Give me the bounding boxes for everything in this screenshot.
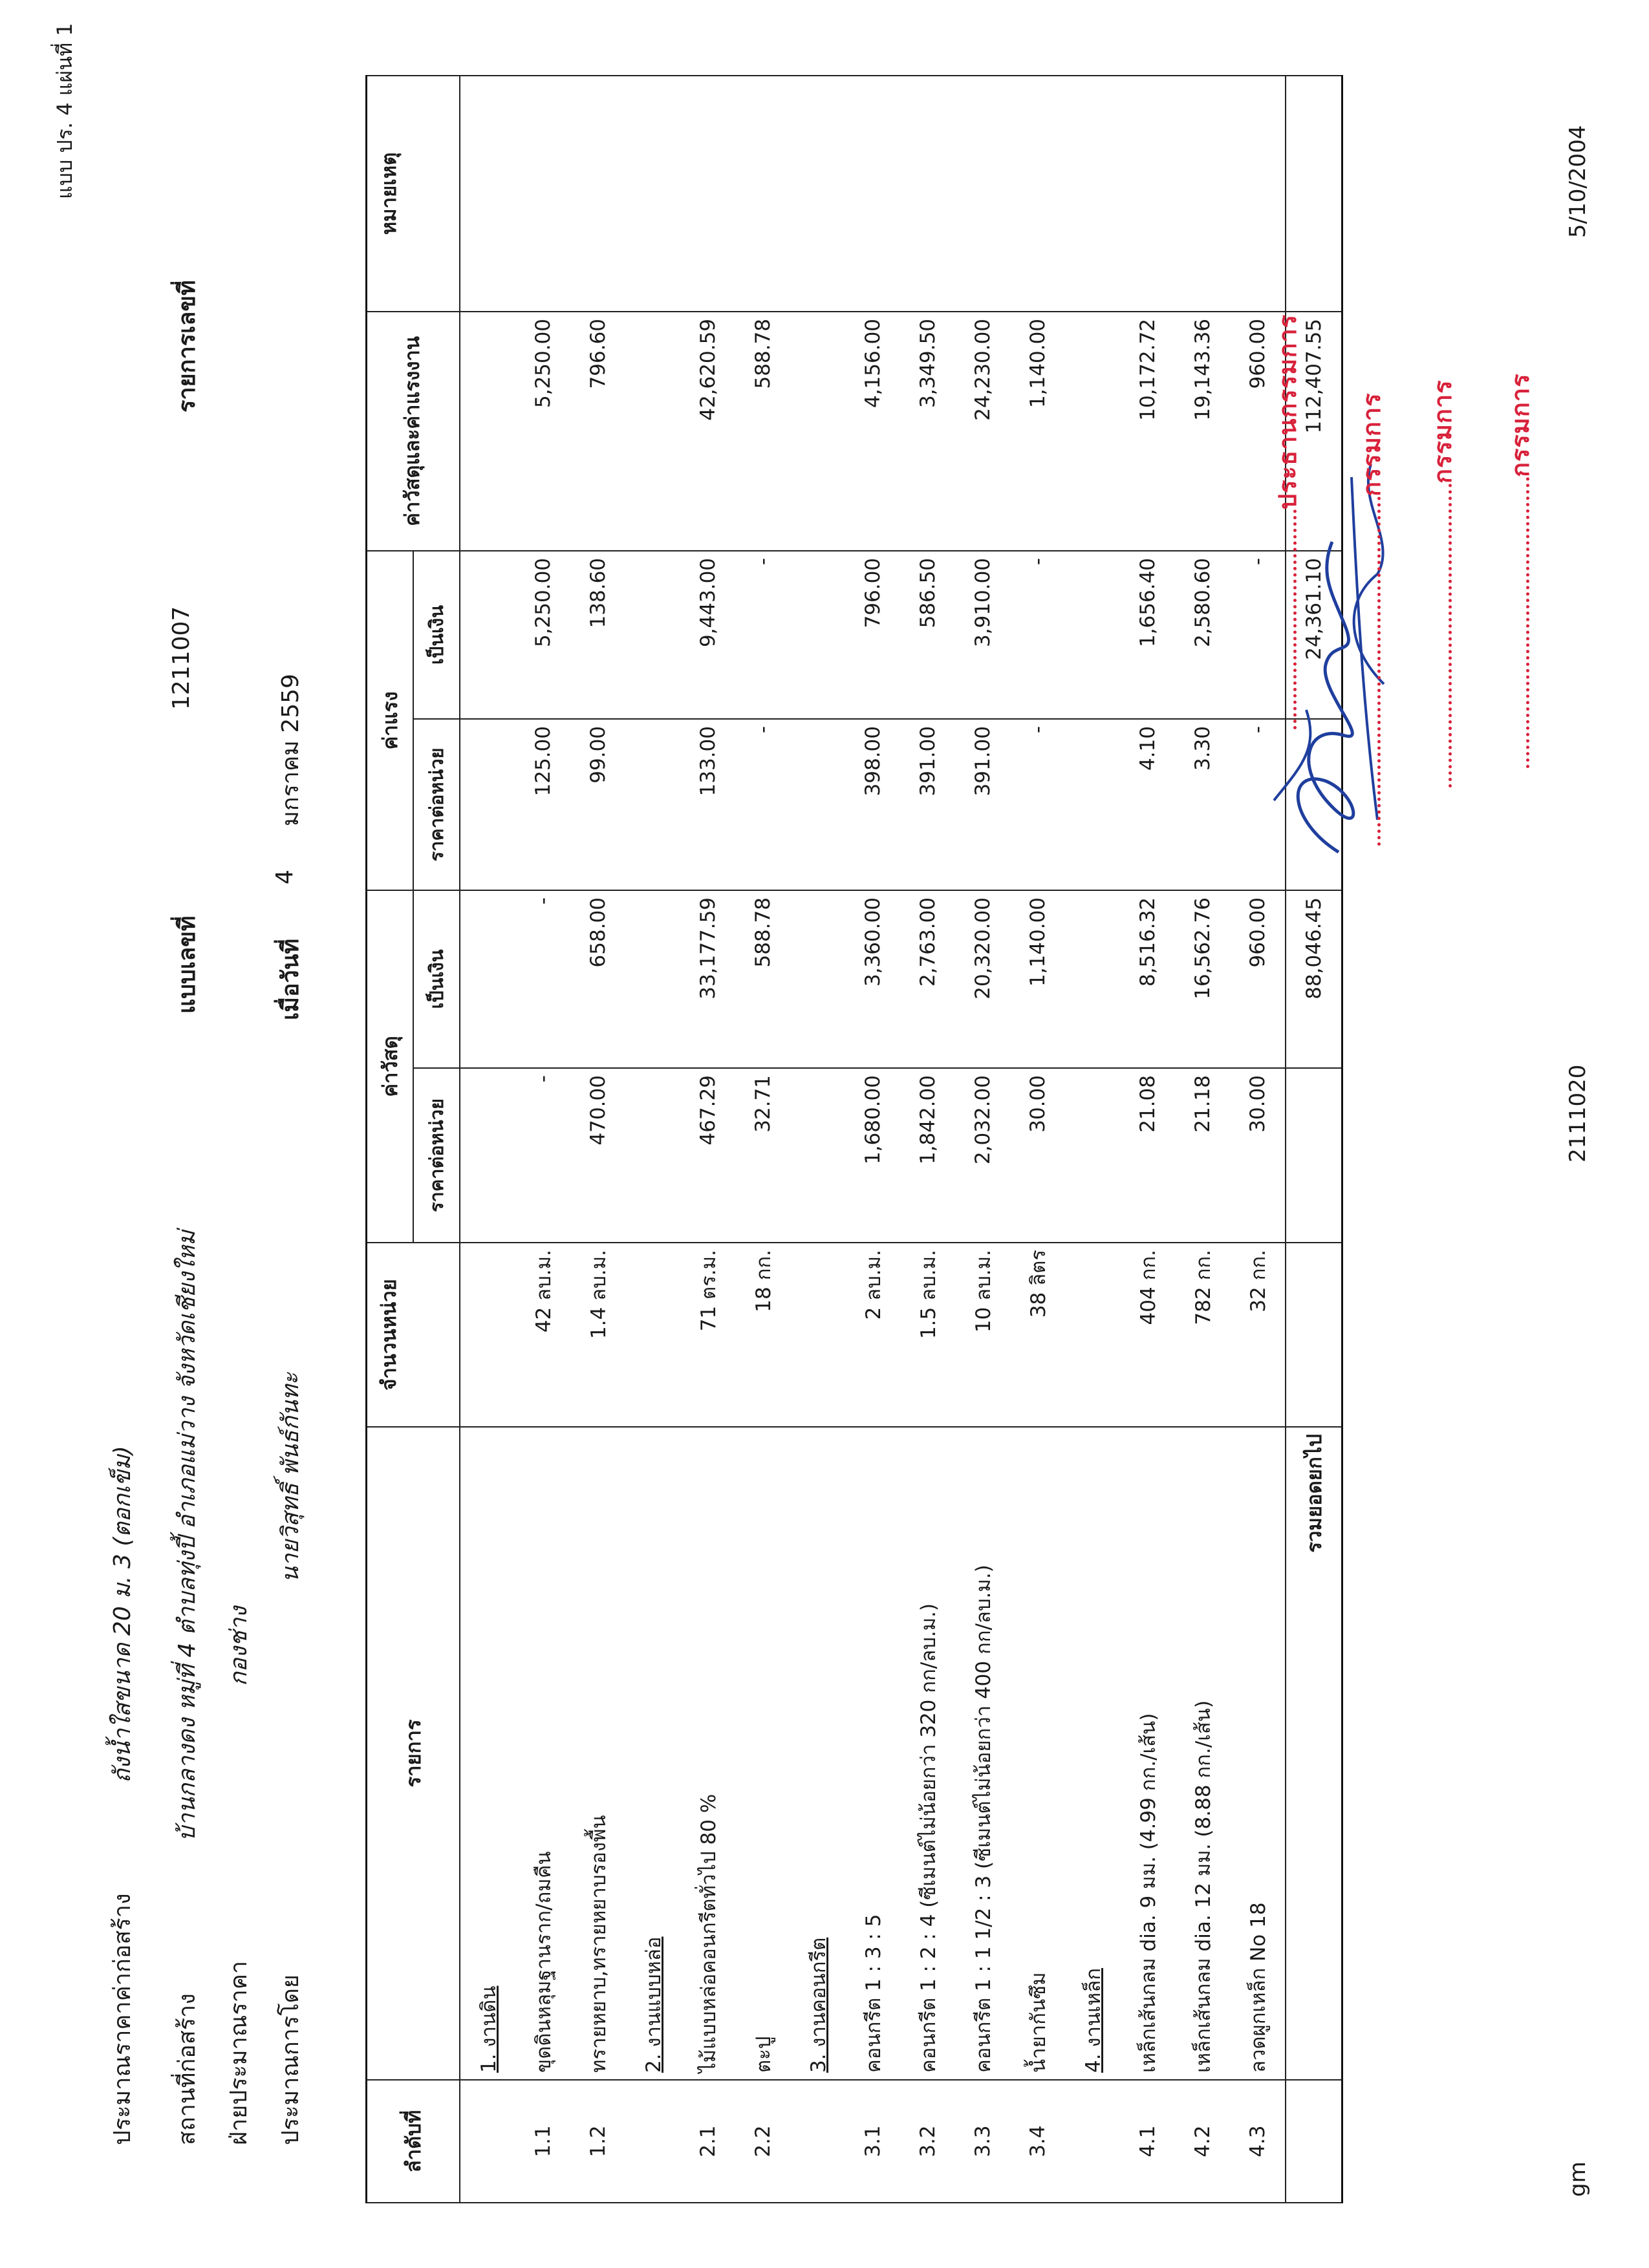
footer-code: 2111020 (1565, 1064, 1591, 1162)
labor-unit-price: 398.00 (845, 719, 900, 890)
material-unit-price: 21.18 (1175, 1068, 1230, 1243)
empty-cell (460, 76, 515, 312)
empty-cell (1065, 551, 1120, 719)
row-no: 4.2 (1175, 2080, 1230, 2203)
material-unit-price: 2,032.00 (955, 1068, 1010, 1243)
quantity-unit: ลิตร (1026, 1250, 1050, 1286)
material-amount: 658.00 (570, 890, 625, 1068)
empty-cell (625, 76, 680, 312)
row-quantity (515, 1243, 570, 1427)
empty-cell (1065, 890, 1120, 1068)
material-unit-price: - (515, 1068, 570, 1243)
stamp-dotline-2 (1377, 497, 1381, 846)
labor-amount: 138.60 (570, 551, 625, 719)
empty-cell (1286, 1068, 1342, 1243)
empty-cell (1065, 1068, 1120, 1243)
stamp-committee-2: กรรมการ (1428, 380, 1457, 484)
material-unit-price: 1,842.00 (900, 1068, 955, 1243)
empty-cell (460, 890, 515, 1068)
empty-cell (625, 1068, 680, 1243)
row-description: ไม้แบบหล่อคอนกรีตทั่วไป 80 % (680, 1427, 735, 2080)
row-note (515, 76, 570, 312)
row-no: 4.1 (1120, 2080, 1175, 2203)
row-no (625, 2080, 680, 2203)
col-qty-header: จำนวนหน่วย (367, 1243, 460, 1427)
empty-cell (460, 719, 515, 890)
empty-cell (1065, 1243, 1120, 1427)
labor-amount: 586.50 (900, 551, 955, 719)
material-unit-price: 467.29 (680, 1068, 735, 1243)
quantity-value: 1.4 (587, 1307, 610, 1339)
material-amount: 16,562.76 (1175, 890, 1230, 1068)
row-total: 19,143.36 (1175, 312, 1230, 551)
col-no-header: ลำดับที่ (367, 2080, 460, 2203)
row-note (1230, 76, 1286, 312)
total-material-amount: 88,046.45 (1286, 890, 1342, 1068)
empty-cell (625, 551, 680, 719)
design-no-label: แบบเลขที่ (174, 915, 200, 1014)
quantity-unit: ลบ.ม. (916, 1250, 940, 1301)
row-no (460, 2080, 515, 2203)
section-row (1065, 76, 1120, 2203)
table-row (680, 76, 735, 2203)
row-no: 3.3 (955, 2080, 1010, 2203)
row-note (570, 76, 625, 312)
material-unit-price: 32.71 (735, 1068, 790, 1243)
empty-cell (460, 1068, 515, 1243)
quantity-value: 1.5 (916, 1307, 940, 1339)
quantity-value: 2 (861, 1307, 885, 1320)
date-month-year: มกราคม 2559 (277, 674, 304, 826)
empty-cell (1286, 76, 1342, 312)
empty-cell (790, 551, 845, 719)
row-no (1286, 2080, 1342, 2203)
material-amount: 3,360.00 (845, 890, 900, 1068)
labor-unit-price: - (1010, 719, 1065, 890)
empty-cell (1065, 719, 1120, 890)
row-quantity (845, 1243, 900, 1427)
table-row (515, 76, 570, 2203)
row-note (735, 76, 790, 312)
row-no: 1.1 (515, 2080, 570, 2203)
row-no: 2.1 (680, 2080, 735, 2203)
col-material-header: ค่าวัสดุ (367, 890, 414, 1243)
quantity-unit: กก. (1191, 1250, 1215, 1281)
row-total: 960.00 (1230, 312, 1286, 551)
labor-unit-price: 133.00 (680, 719, 735, 890)
row-no: 3.1 (845, 2080, 900, 2203)
empty-cell (1286, 1243, 1342, 1427)
quantity-value: 782 (1191, 1287, 1215, 1325)
stamp-committee-1: กรรมการ (1357, 392, 1386, 497)
labor-amount: 796.00 (845, 551, 900, 719)
col-desc-header: รายการ (367, 1427, 460, 2080)
row-quantity (955, 1243, 1010, 1427)
quantity-unit: กก. (751, 1250, 775, 1281)
labor-amount: 3,910.00 (955, 551, 1010, 719)
row-total: 24,230.00 (955, 312, 1010, 551)
row-quantity (1120, 1243, 1175, 1427)
labor-unit-price-header: ราคาต่อหน่วย (413, 719, 460, 890)
row-quantity (735, 1243, 790, 1427)
row-total: 10,172.72 (1120, 312, 1175, 551)
material-amount: 20,320.00 (955, 890, 1010, 1068)
section-title: 3. งานคอนกรีต (790, 1427, 845, 2080)
stamp-dotline-4 (1526, 477, 1529, 768)
row-note (845, 76, 900, 312)
stamp-committee-3: กรรมการ (1506, 373, 1535, 477)
row-total: 4,156.00 (845, 312, 900, 551)
empty-cell (790, 76, 845, 312)
material-amount: 1,140.00 (1010, 890, 1065, 1068)
quantity-value: 71 (696, 1305, 720, 1332)
empty-cell (790, 312, 845, 551)
row-description: น้ำยากันซึม (1010, 1427, 1065, 2080)
row-no: 1.2 (570, 2080, 625, 2203)
row-note (1010, 76, 1065, 312)
row-no: 4.3 (1230, 2080, 1286, 2203)
labor-unit-price: 99.00 (570, 719, 625, 890)
row-note (680, 76, 735, 312)
row-description: ขุดดินหลุมฐานราก/ถมคืน (515, 1427, 570, 2080)
empty-cell (625, 719, 680, 890)
quantity-value: 10 (971, 1307, 995, 1333)
footer-left: gm (1565, 2161, 1591, 2197)
section-row (790, 76, 845, 2203)
empty-cell (790, 1243, 845, 1427)
stamp-dotline-1 (1293, 509, 1297, 729)
empty-cell (1065, 76, 1120, 312)
table-row (955, 76, 1010, 2203)
empty-cell (790, 890, 845, 1068)
row-description: เหล็กเส้นกลม dia. 9 มม. (4.99 กก./เส้น) (1120, 1427, 1175, 2080)
labor-amount-header: เป็นเงิน (413, 551, 460, 719)
labor-amount: - (1010, 551, 1065, 719)
table-row (900, 76, 955, 2203)
grand-total: 112,407.55 (1286, 312, 1342, 551)
table-row (845, 76, 900, 2203)
labor-unit-price: 4.10 (1120, 719, 1175, 890)
estimator-value: นายวิสุทธิ์ พันธ์กันทะ (277, 1372, 304, 1583)
quantity-unit: กก. (1136, 1250, 1160, 1281)
dept-value: กองช่าง (226, 1606, 252, 1686)
section-title: 2. งานแบบหล่อ (625, 1427, 680, 2080)
labor-amount: 9,443.00 (680, 551, 735, 719)
labor-unit-price: 391.00 (955, 719, 1010, 890)
col-sum-header: ค่าวัสดุและค่าแรงงาน (367, 312, 460, 551)
row-total: 796.60 (570, 312, 625, 551)
material-amount: 2,763.00 (900, 890, 955, 1068)
row-quantity (1230, 1243, 1286, 1427)
section-row (625, 76, 680, 2203)
quantity-unit: ตร.ม. (696, 1250, 720, 1300)
material-amount: 588.78 (735, 890, 790, 1068)
labor-amount: - (1230, 551, 1286, 719)
row-quantity (1010, 1243, 1065, 1427)
stamp-dotline-3 (1449, 484, 1452, 787)
labor-amount: 5,250.00 (515, 551, 570, 719)
row-quantity (680, 1243, 735, 1427)
table-row (1175, 76, 1230, 2203)
footer-date: 5/10/2004 (1565, 125, 1591, 238)
row-quantity (570, 1243, 625, 1427)
doc-title: ประมาณราคาค่าก่อสร้าง (109, 1893, 136, 2145)
empty-cell (460, 1243, 515, 1427)
item-no-label: รายการเลขที่ (174, 280, 200, 412)
empty-cell (460, 312, 515, 551)
material-amount: 8,516.32 (1120, 890, 1175, 1068)
quantity-value: 32 (1246, 1287, 1270, 1312)
col-labor-header: ค่าแรง (367, 551, 414, 890)
row-no: 3.4 (1010, 2080, 1065, 2203)
row-note (1120, 76, 1175, 312)
row-no: 2.2 (735, 2080, 790, 2203)
quantity-value: 42 (532, 1307, 555, 1333)
row-description: ทรายหยาบ,ทรายหยาบรองพื้น (570, 1427, 625, 2080)
material-unit-price: 21.08 (1120, 1068, 1175, 1243)
labor-amount: 1,656.40 (1120, 551, 1175, 719)
form-code: แบบ ปร. 4 แผ่นที่ 1 (52, 23, 77, 199)
col-note-header: หมายเหตุ (367, 76, 460, 312)
design-no: 1211007 (168, 606, 195, 710)
material-unit-price: 30.00 (1010, 1068, 1065, 1243)
row-total: 588.78 (735, 312, 790, 551)
empty-cell (790, 1068, 845, 1243)
row-note (955, 76, 1010, 312)
row-note (1175, 76, 1230, 312)
total-label: รวมยอดยกไป (1286, 1427, 1342, 2080)
material-amount: 960.00 (1230, 890, 1286, 1068)
row-description: คอนกรีต 1 : 2 : 4 (ซีเมนต์ไม่น้อยกว่า 320 กก/ลบ.ม.) (900, 1427, 955, 2080)
dept-label: ฝ่ายประมาณราคา (226, 1960, 252, 2145)
row-description: ตะปู (735, 1427, 790, 2080)
quantity-value: 38 (1026, 1292, 1050, 1318)
site-label: สถานที่ก่อสร้าง (174, 1993, 200, 2145)
material-unit-price-header: ราคาต่อหน่วย (413, 1068, 460, 1243)
project-name: ถังน้ำใสขนาด 20 ม. 3 (ตอกเข็ม) (109, 1446, 136, 1783)
quantity-unit: ลบ.ม. (532, 1250, 555, 1301)
total-labor-amount: 24,361.10 (1286, 551, 1342, 719)
empty-cell (1065, 312, 1120, 551)
row-quantity (1175, 1243, 1230, 1427)
row-description: เหล็กเส้นกลม dia. 12 มม. (8.88 กก./เส้น) (1175, 1427, 1230, 2080)
labor-unit-price: 391.00 (900, 719, 955, 890)
row-total: 5,250.00 (515, 312, 570, 551)
labor-amount: 2,580.60 (1175, 551, 1230, 719)
row-description: คอนกรีต 1 : 3 : 5 (845, 1427, 900, 2080)
date-label: เมื่อวันที่ (277, 938, 304, 1020)
quantity-unit: ลบ.ม. (861, 1250, 885, 1301)
estimate-table (365, 75, 1343, 2203)
row-description: คอนกรีต 1 : 1 1/2 : 3 (ซีเมนต์ไม่น้อยกว่า 400 กก/ลบ.ม.) (955, 1427, 1010, 2080)
section-title: 1. งานดิน (460, 1427, 515, 2080)
material-amount: 33,177.59 (680, 890, 735, 1068)
empty-cell (790, 719, 845, 890)
section-row (460, 76, 515, 2203)
row-description: ลวดผูกเหล็ก No 18 (1230, 1427, 1286, 2080)
labor-unit-price: 125.00 (515, 719, 570, 890)
labor-unit-price: 3.30 (1175, 719, 1230, 890)
section-title: 4. งานเหล็ก (1065, 1427, 1120, 2080)
empty-cell (625, 1243, 680, 1427)
table-row (570, 76, 625, 2203)
row-total: 1,140.00 (1010, 312, 1065, 551)
table-row (1010, 76, 1065, 2203)
material-unit-price: 470.00 (570, 1068, 625, 1243)
estimator-label: ประมาณการโดย (277, 1974, 304, 2145)
row-no (1065, 2080, 1120, 2203)
material-amount-header: เป็นเงิน (413, 890, 460, 1068)
quantity-value: 18 (751, 1287, 775, 1312)
site-value: บ้านกลางดง หมู่ที่ 4 ตำบลทุ่งปี้ อำเภอแม่วาง จังหวัดเชียงใหม่ (174, 1230, 200, 1841)
row-total: 3,349.50 (900, 312, 955, 551)
date-day: 4 (272, 870, 298, 884)
empty-cell (460, 551, 515, 719)
quantity-unit: ลบ.ม. (587, 1250, 610, 1301)
table-row (735, 76, 790, 2203)
labor-unit-price: - (735, 719, 790, 890)
stamp-chairman: ประธานกรรมการ (1273, 314, 1302, 509)
row-no: 3.2 (900, 2080, 955, 2203)
row-quantity (900, 1243, 955, 1427)
material-unit-price: 1,680.00 (845, 1068, 900, 1243)
empty-cell (625, 312, 680, 551)
quantity-value: 404 (1136, 1287, 1160, 1325)
table-row (1120, 76, 1175, 2203)
row-total: 42,620.59 (680, 312, 735, 551)
row-no (790, 2080, 845, 2203)
quantity-unit: กก. (1246, 1250, 1270, 1281)
row-note (900, 76, 955, 312)
quantity-unit: ลบ.ม. (971, 1250, 995, 1301)
material-unit-price: 30.00 (1230, 1068, 1286, 1243)
empty-cell (625, 890, 680, 1068)
material-amount: - (515, 890, 570, 1068)
labor-unit-price: - (1230, 719, 1286, 890)
labor-amount: - (735, 551, 790, 719)
